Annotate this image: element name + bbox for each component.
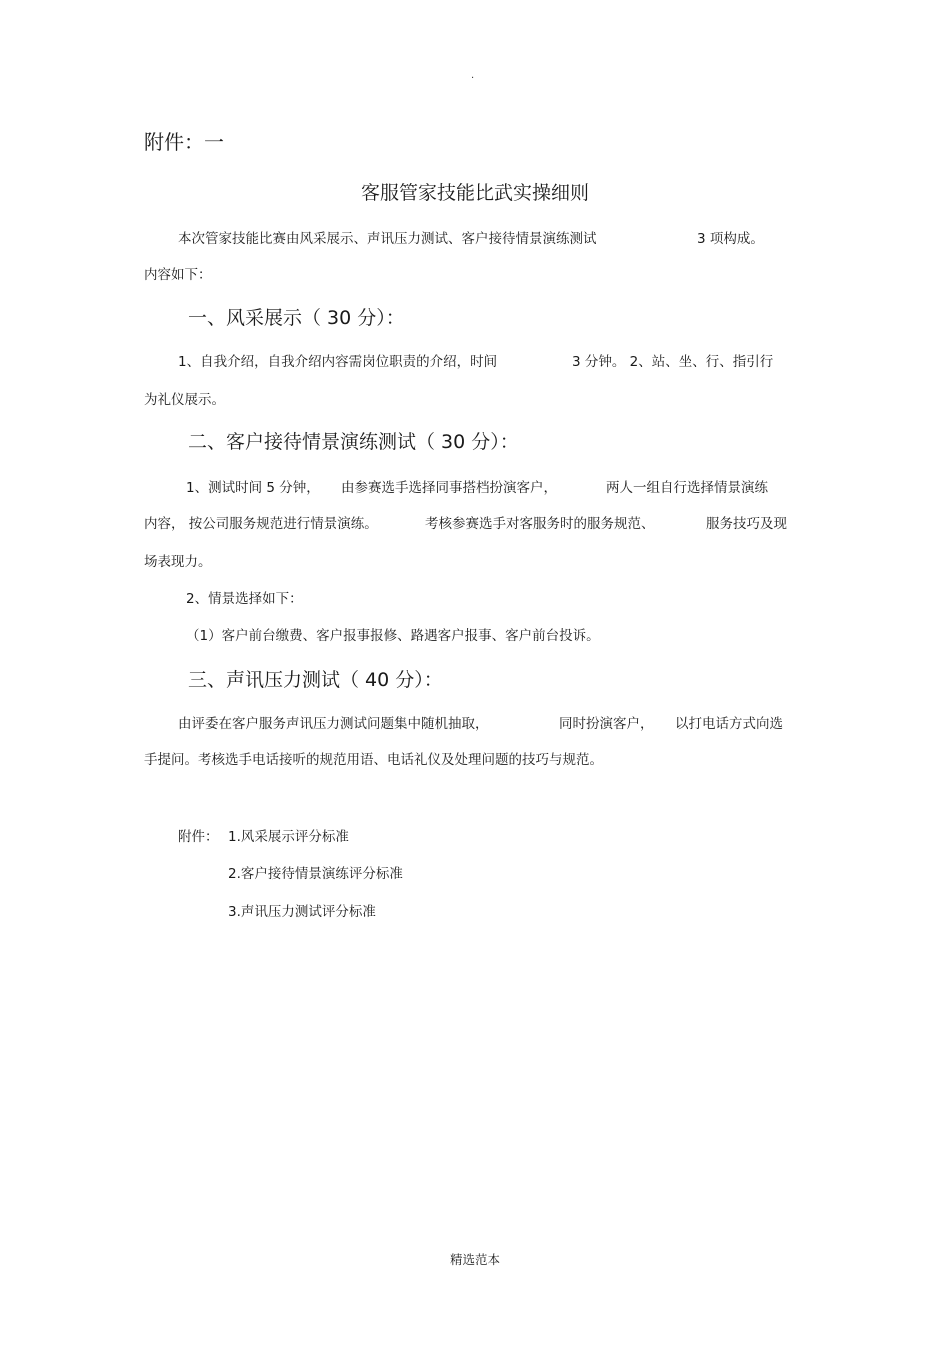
section2-line-2b: 考核参赛选手对客服务时的服务规范、 (425, 516, 655, 532)
section1-line-2: 为礼仪展示。 (144, 392, 225, 408)
section3-line-1b: 同时扮演客户， (559, 716, 654, 732)
appendix-label: 附件： (178, 829, 219, 845)
section2-line-1a: 1、测试时间 5 分钟， (186, 480, 320, 496)
section1-line-1b: 3 分钟。 2、站、坐、行、指引行 (572, 354, 774, 370)
section2-line-4: 2、情景选择如下： (186, 591, 303, 607)
intro-line-2: 内容如下： (144, 267, 212, 283)
section2-line-2c: 服务技巧及现 (706, 516, 787, 532)
header-dot: . (471, 70, 475, 81)
intro-line-1b: 3 项构成。 (697, 231, 764, 247)
section2-line-2a: 内容， 按公司服务规范进行情景演练。 (144, 516, 378, 532)
section3-heading: 三、声讯压力测试（ 40 分）： (188, 669, 443, 691)
section1-heading: 一、风采展示（ 30 分）： (188, 307, 405, 329)
attachment-label: 附件：一 (144, 130, 224, 154)
section1-line-1a: 1、自我介绍，自我介绍内容需岗位职责的介绍，时间 (178, 354, 498, 370)
appendix-item-2: 2.客户接待情景演练评分标准 (228, 866, 403, 882)
section2-line-1b: 由参赛选手选择同事搭档扮演客户， (341, 480, 557, 496)
appendix-item-3: 3.声讯压力测试评分标准 (228, 904, 376, 920)
section3-line-1c: 以打电话方式向选 (675, 716, 783, 732)
section3-line-1a: 由评委在客户服务声讯压力测试问题集中随机抽取， (178, 716, 489, 732)
section2-line-3: 场表现力。 (144, 554, 212, 570)
section2-line-5: （1）客户前台缴费、客户报事报修、路遇客户报事、客户前台投诉。 (186, 628, 600, 644)
page-footer: 精选范本 (449, 1252, 500, 1267)
section2-heading: 二、客户接待情景演练测试（ 30 分）： (188, 431, 519, 453)
appendix-item-1: 1.风采展示评分标准 (228, 829, 349, 845)
section3-line-2: 手提问。考核选手电话接听的规范用语、电话礼仪及处理问题的技巧与规范。 (144, 752, 603, 768)
document-title: 客服管家技能比武实操细则 (360, 182, 589, 204)
intro-line-1a: 本次管家技能比赛由风采展示、声讯压力测试、客户接待情景演练测试 (178, 231, 597, 247)
section2-line-1c: 两人一组自行选择情景演练 (606, 480, 768, 496)
